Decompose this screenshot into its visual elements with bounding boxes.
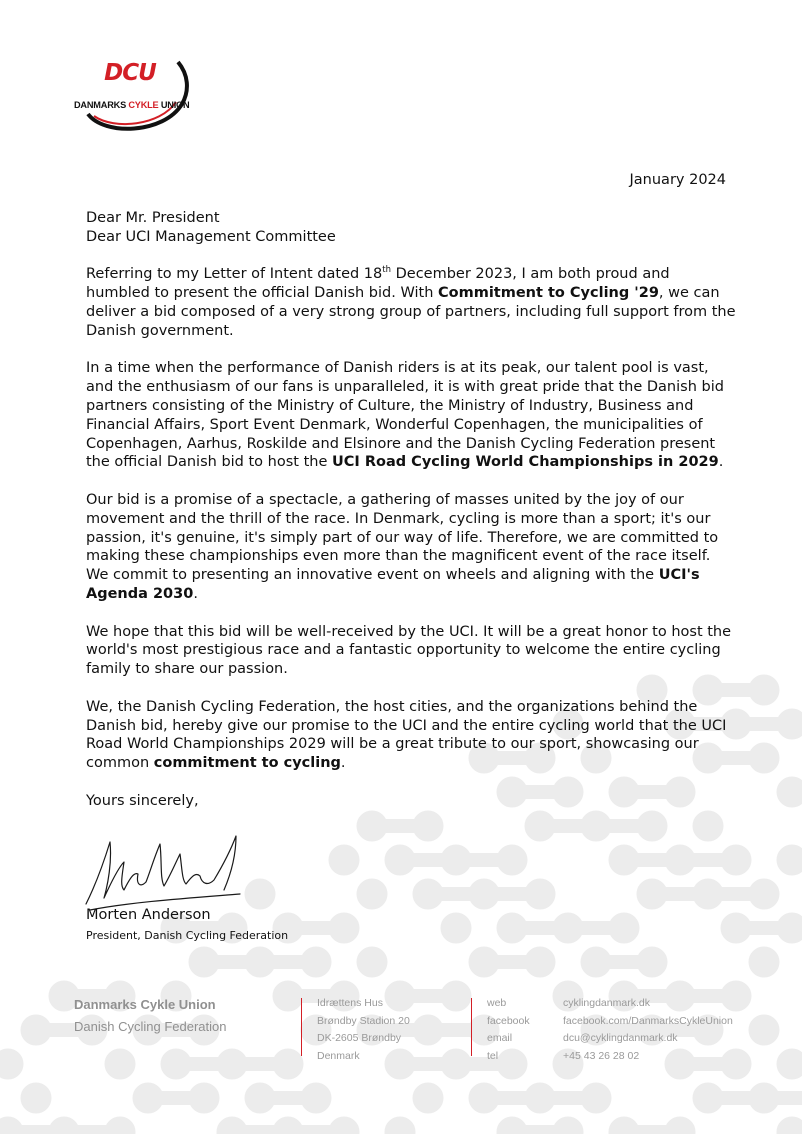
pattern-dot bbox=[413, 1083, 443, 1113]
logo-acronym: DCU bbox=[104, 60, 156, 86]
pattern-dot bbox=[497, 845, 527, 875]
contact-label-email: email bbox=[487, 1032, 513, 1044]
pattern-dot bbox=[777, 845, 802, 875]
footer-divider bbox=[471, 998, 472, 1056]
closing: Yours sincerely, bbox=[86, 792, 199, 809]
pattern-dot bbox=[329, 913, 359, 943]
address-line: DK-2605 Brøndby bbox=[317, 1032, 402, 1044]
pattern-dot bbox=[777, 1117, 802, 1134]
pattern-dot bbox=[301, 947, 331, 977]
pattern-dot bbox=[273, 1049, 303, 1079]
pattern-dot bbox=[21, 1083, 51, 1113]
pattern-dot bbox=[609, 913, 639, 943]
facebook-link[interactable]: facebook.com/DanmarksCykleUnion bbox=[563, 1014, 733, 1027]
pattern-dot bbox=[441, 913, 471, 943]
pattern-dot bbox=[189, 1083, 219, 1113]
signer-name: Morten Anderson bbox=[86, 907, 211, 923]
pattern-dot bbox=[777, 777, 802, 807]
pattern-dot bbox=[777, 709, 802, 739]
footer-org-name-en: Danish Cycling Federation bbox=[74, 1019, 227, 1034]
address-line: Denmark bbox=[317, 1049, 360, 1062]
paragraph-3: Our bid is a promise of a spectacle, a gathering of masses united by the joy of our movement and the thrill of the race. In Denmark, cycling is more than a sport; it's our passion, it's genuine, it's simply part of our way of life. Therefore, we are committed to making these championships even more than the magnificent event of the race itself. We commit to presenting an innovative event on wheels and aligning with the UCI's Agenda 2030. bbox=[86, 491, 719, 602]
pattern-dot bbox=[553, 1117, 583, 1134]
signer-title: President, Danish Cycling Federation bbox=[86, 929, 289, 942]
footer-address bbox=[317, 995, 410, 1065]
salutation-line: Dear Mr. President bbox=[86, 210, 220, 226]
letter-body bbox=[86, 209, 736, 829]
pattern-dot bbox=[441, 981, 471, 1011]
pattern-dot bbox=[301, 1083, 331, 1113]
pattern-dot bbox=[749, 1015, 779, 1045]
contact-label-tel: tel bbox=[487, 1049, 499, 1062]
paragraph-1: Referring to my Letter of Intent dated 18th December 2023, I am both proud and humbled to present the official Danish bid. With Commitment to Cycling '29, we can deliver a bid composed of a very strong group of partners, including full support from the Danish government. bbox=[86, 264, 736, 339]
footer-contact-labels bbox=[487, 995, 530, 1065]
pattern-dot bbox=[525, 947, 555, 977]
pattern-dot bbox=[105, 1049, 135, 1079]
email-link[interactable]: dcu@cyklingdanmark.dk bbox=[563, 1032, 678, 1044]
pattern-dot bbox=[665, 1117, 695, 1134]
address-line: Idrættens Hus bbox=[317, 997, 383, 1009]
pattern-dot bbox=[357, 947, 387, 977]
paragraph-4: We hope that this bid will be well-received by the UCI. It will be a great honor to host the world's most prestigious race and a fantastic opportunity to welcome the entire cycling family to share our passion. bbox=[86, 623, 732, 678]
handwritten-signature bbox=[80, 832, 250, 912]
paragraph-5: We, the Danish Cycling Federation, the host cities, and the organizations behind the Danish bid, hereby give our promise to the UCI and the entire cycling world that the UCI Road World Championships 2029 will be a great tribute to our sport, showcasing our common commitment to cycling. bbox=[86, 698, 727, 772]
contact-label-facebook: facebook bbox=[487, 1014, 530, 1027]
contact-label-web: web bbox=[487, 997, 507, 1009]
pattern-dot bbox=[0, 1049, 23, 1079]
logo-tagline: DANMARKS CYKLE UNION bbox=[74, 100, 190, 110]
web-link[interactable]: cyklingdanmark.dk bbox=[563, 997, 650, 1009]
letter-date: January 2024 bbox=[629, 172, 726, 188]
pattern-dot bbox=[329, 845, 359, 875]
pattern-dot bbox=[749, 879, 779, 909]
pattern-dot bbox=[105, 1117, 135, 1134]
pattern-dot bbox=[357, 879, 387, 909]
salutation bbox=[86, 209, 736, 247]
pattern-dot bbox=[637, 947, 667, 977]
footer-org-name: Danmarks Cykle Union bbox=[74, 997, 216, 1012]
footer-divider bbox=[301, 998, 302, 1056]
footer-contact-values bbox=[563, 995, 733, 1065]
pattern-dot bbox=[581, 1083, 611, 1113]
phone-number: +45 43 26 28 02 bbox=[563, 1049, 640, 1062]
address-line: Brøndby Stadion 20 bbox=[317, 1014, 410, 1027]
salutation-line: Dear UCI Management Committee bbox=[86, 228, 336, 245]
pattern-dot bbox=[329, 1117, 359, 1134]
pattern-dot bbox=[385, 1117, 415, 1134]
pattern-dot bbox=[749, 675, 779, 705]
pattern-dot bbox=[721, 845, 751, 875]
dcu-logo bbox=[74, 56, 204, 136]
pattern-dot bbox=[525, 879, 555, 909]
pattern-dot bbox=[749, 743, 779, 773]
pattern-dot bbox=[749, 947, 779, 977]
paragraph-2: In a time when the performance of Danish riders is at its peak, our talent pool is vast, and the enthusiasm of our fans is unparalleled, it is with great pride that the Danish bid partners consisting of the Ministry of Culture, the Ministry of Industry, Business and Financial Affairs, Sport Event Denmark, Wonderful Copenhagen, the municipalities of Copenhagen, Aarhus, Roskilde and Elsinore and the Danish Cycling Federation present the official Danish bid to host the UCI Road Cycling World Championships in 2029. bbox=[86, 360, 724, 471]
